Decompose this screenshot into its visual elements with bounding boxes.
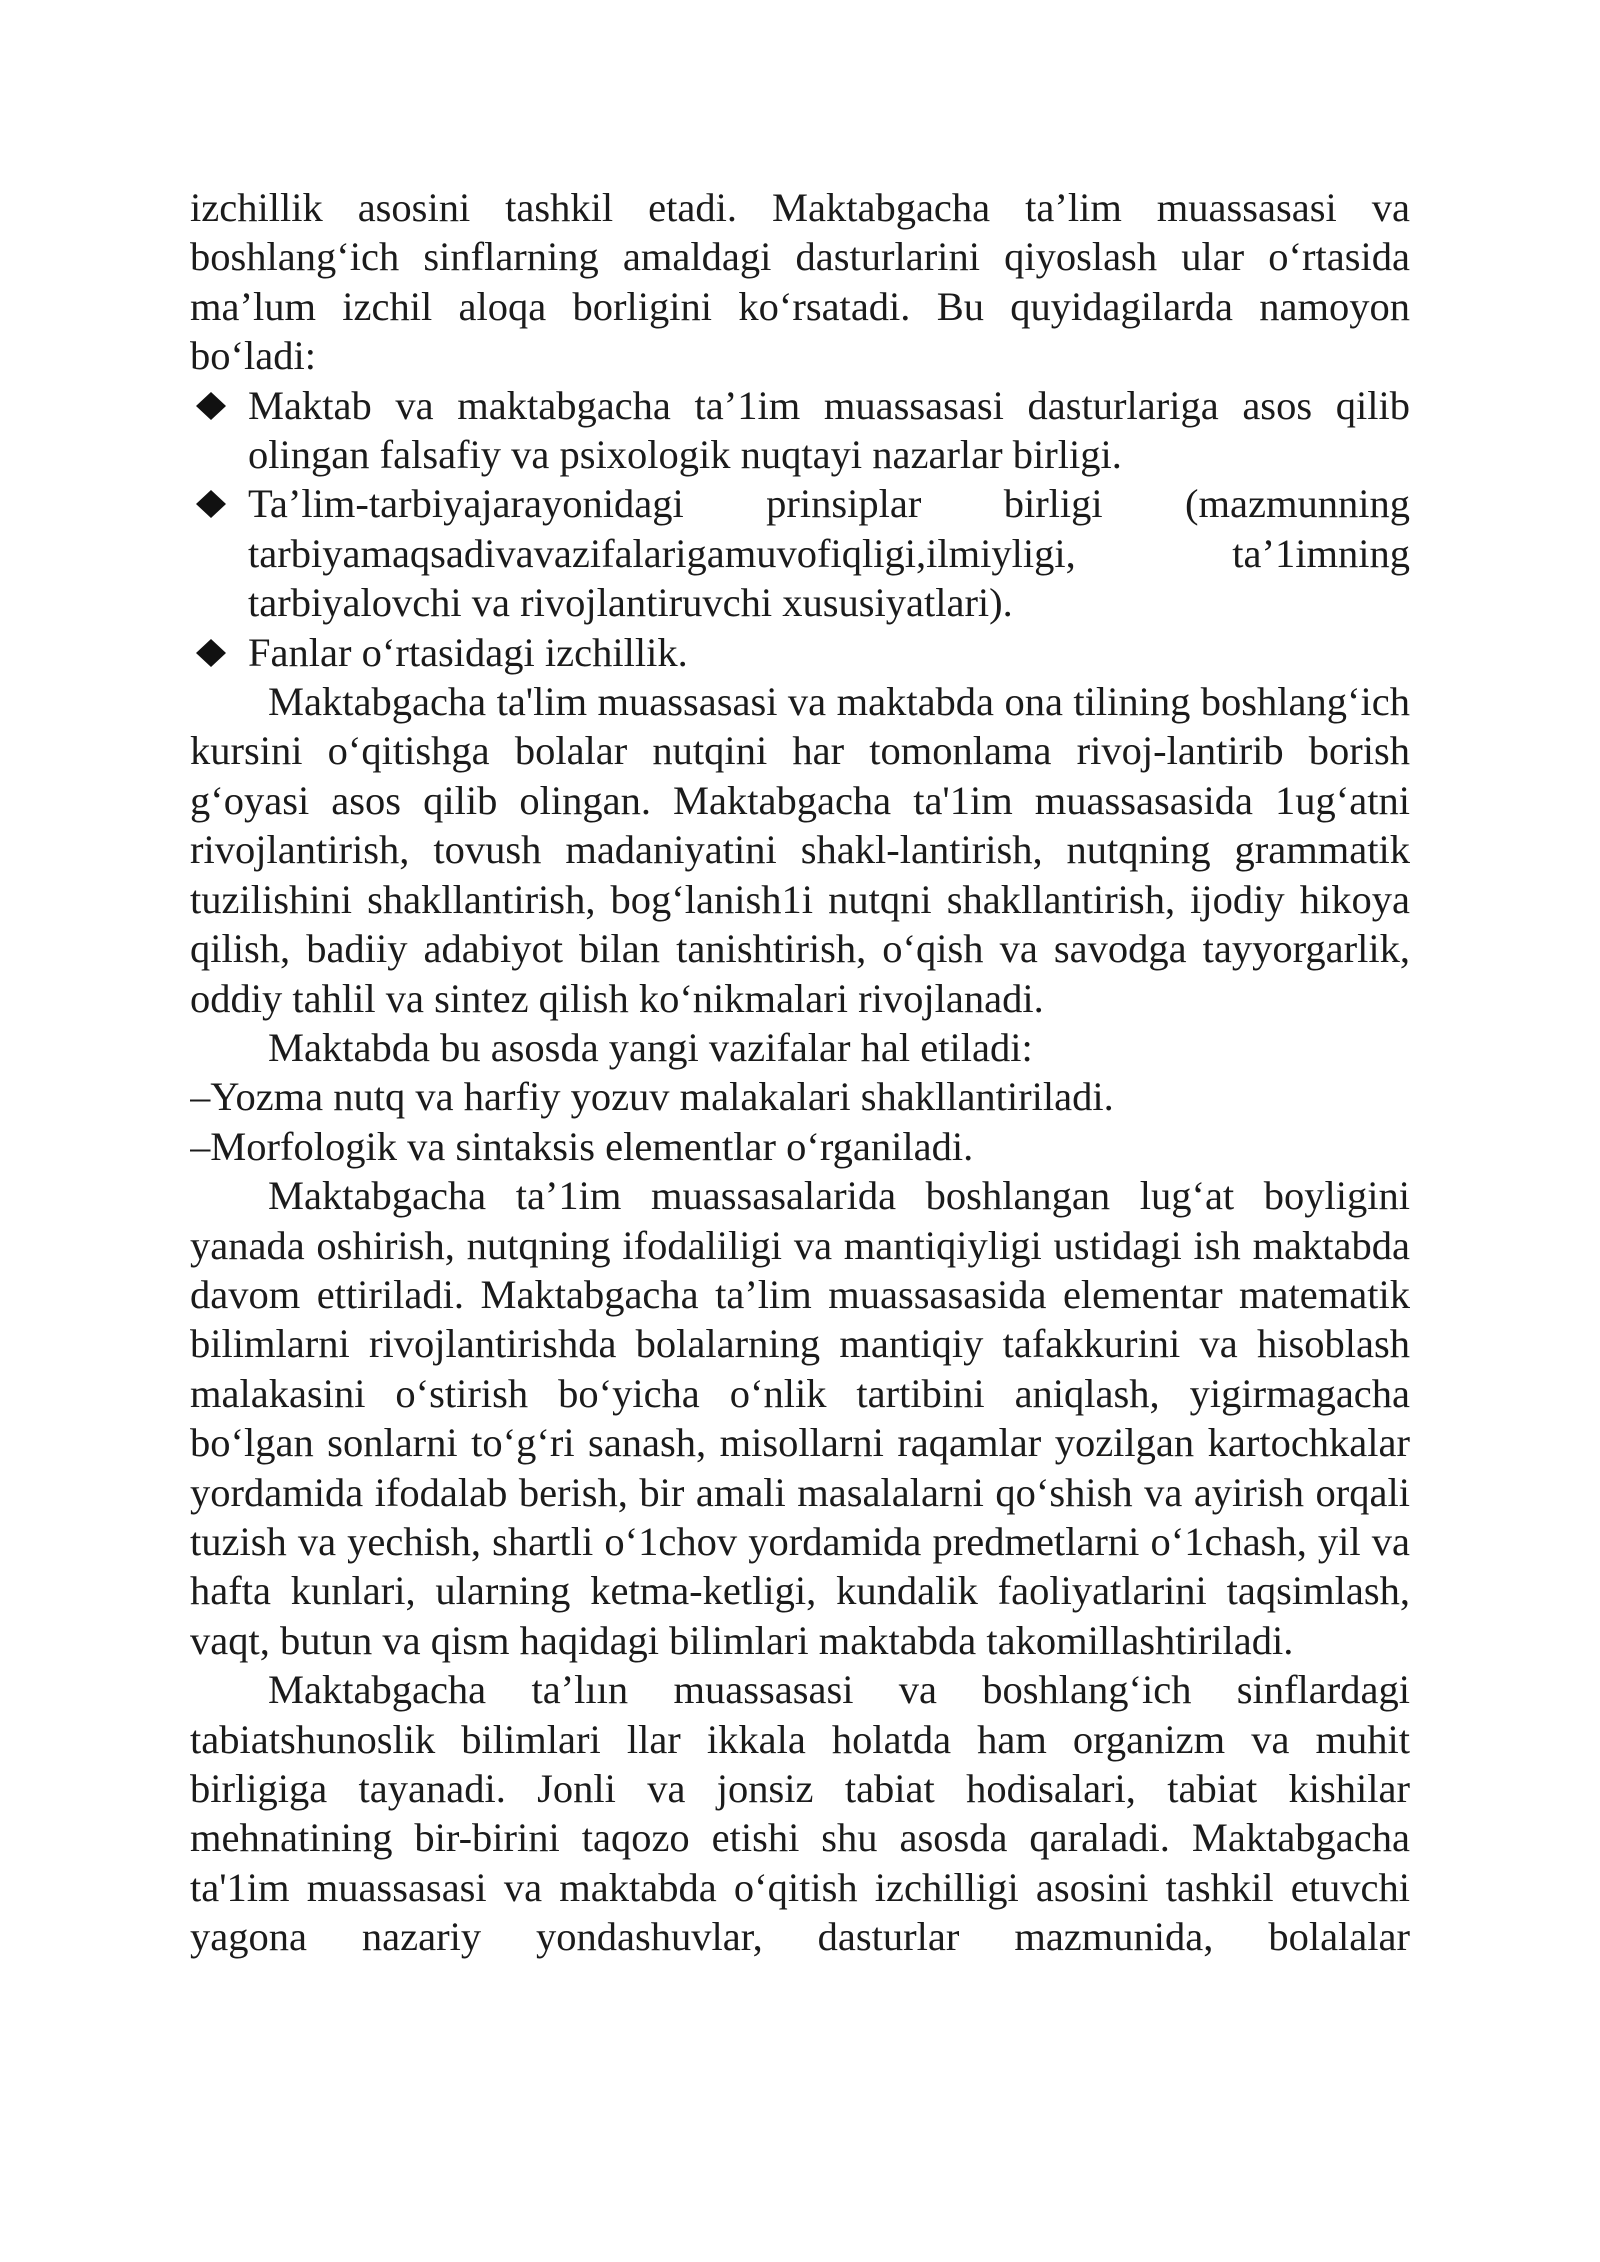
bullet-text: Fanlar o‘rtasidagi izchillik. bbox=[248, 629, 688, 675]
paragraph-speech-development: Maktabgacha ta'lim muassasasi va maktabda ona tilining boshlang‘ich kursini o‘qitishga bolalar nutqini har tomonlama rivoj-lantirib borish g‘oyasi asos qilib olingan. Maktabgacha ta'1im muassasasida 1ug‘atni rivojlantirish, tovush madaniyatini shakl-lantirish, nutqning grammatik tuzilishini shakllantirish, bog‘lanish1i nutqni shakllantirish, ijodiy hikoya qilish, badiiy adabiyot bilan tanishtirish, o‘qish va savodga tayyorgarlik, oddiy tahlil va sintez qilish ko‘nikmalari rivojlanadi. bbox=[190, 679, 1410, 1021]
bullet-text: Maktab va maktabgacha ta’1im muassasasi dasturlariga asos qilib olingan falsafiy va psixologik nuqtayi nazarlar birligi. bbox=[248, 382, 1410, 478]
paragraph-continuation: izchillik asosini tashkil etadi. Maktabgacha ta’lim muassasasi va boshlang‘ich sinflarning amaldagi dasturlarini qiyoslash ular o‘rtasida ma’lum izchil aloqa borligini ko‘rsatadi. Bu quyidagilarda namoyon bo‘ladi: bbox=[190, 185, 1410, 379]
dash-item: –Morfologik va sintaksis elementlar o‘rganiladi. bbox=[190, 1123, 974, 1169]
bullet-list bbox=[190, 381, 1410, 677]
document-page bbox=[190, 183, 1410, 2083]
paragraph-nature-knowledge: Maktabgacha ta’lıın muassasasi va boshlang‘ich sinflardagi tabiatshunoslik bilimlari llar ikkala holatda ham organizm va muhit birligiga tayanadi. Jonli va jonsiz tabiat hodisalari, tabiat kishilar mehnatining bir-birini taqozo etishi shu asosda qaraladi. Maktabgacha ta'1im muassasasi va maktabda o‘qitish izchilligi asosini tashkil etuvchi yagona nazariy yondashuvlar, dasturlar mazmunida, bolalalar bbox=[190, 1667, 1410, 1960]
dash-item: –Yozma nutq va harfiy yozuv malakalari shakllantiriladi. bbox=[190, 1074, 1114, 1120]
diamond-bullet-icon bbox=[194, 638, 228, 668]
bullet-text: Ta’lim-tarbiyajarayonidagi prinsiplar birligi (mazmunning tarbiyamaqsadivavazifalarigamuvofiqligi,ilmiyligi, ta’1imning tarbiyalovchi va rivojlantiruvchi xususiyatlari). bbox=[248, 481, 1410, 626]
bullet-item bbox=[190, 479, 1410, 627]
paragraph-school-tasks-intro: Maktabda bu asosda yangi vazifalar hal etiladi: bbox=[268, 1024, 1033, 1070]
bullet-item bbox=[190, 381, 1410, 480]
diamond-bullet-icon bbox=[194, 391, 228, 421]
paragraph-math-knowledge: Maktabgacha ta’1im muassasalarida boshlangan lug‘at boyligini yanada oshirish, nutqning ifodaliligi va mantiqiyligi ustidagi ish maktabda davom ettiriladi. Maktabgacha ta’lim muassasasida elementar matematik bilimlarni rivojlantirishda bolalarning mantiqiy tafakkurini va hisoblash malakasini o‘stirish bo‘yicha o‘nlik tartibini aniqlash, yigirmagacha bo‘lgan sonlarni to‘g‘ri sanash, misollarni raqamlar yozilgan kartochkalar yordamida ifodalab berish, bir amali masalalarni qo‘shish va ayirish orqali tuzish va yechish, shartli o‘1chov yordamida predmetlarni o‘1chash, yil va hafta kunlari, ularning ketma-ketligi, kundalik faoliyatlarini taqsimlash, vaqt, butun va qism haqidagi bilimlari maktabda takomillashtiriladi. bbox=[190, 1173, 1410, 1663]
bullet-item bbox=[190, 628, 1410, 677]
diamond-bullet-icon bbox=[194, 489, 228, 519]
